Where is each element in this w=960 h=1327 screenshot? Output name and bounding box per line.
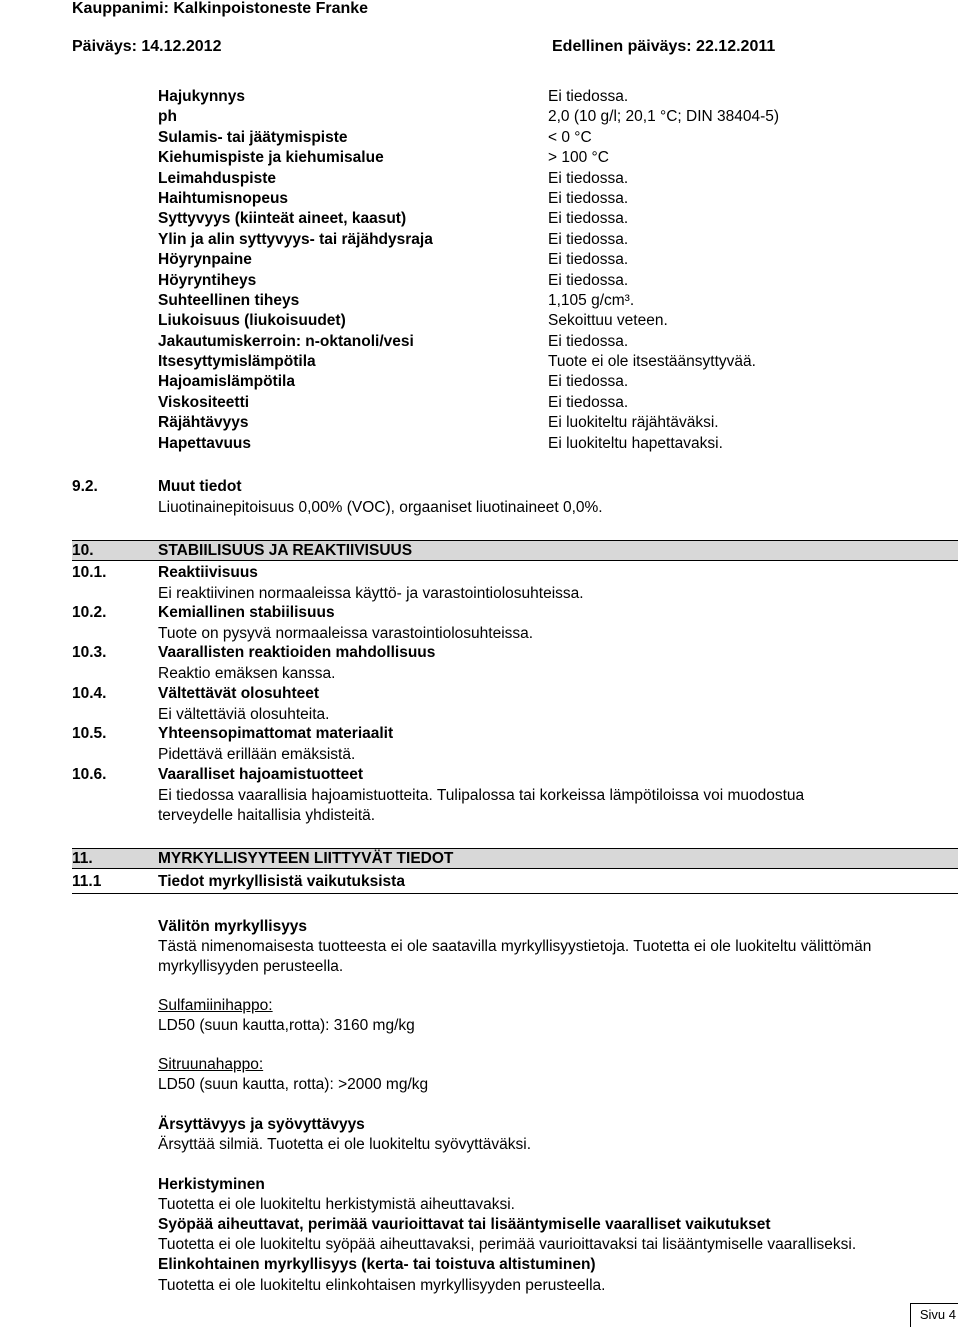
- subsection-number: 10.4.: [72, 685, 107, 702]
- property-row: [158, 87, 948, 107]
- subsection-text: Pidettävä erillään emäksistä.: [158, 746, 356, 763]
- property-value: Sekoittuu veteen.: [548, 312, 668, 330]
- date: Päiväys: 14.12.2012: [72, 38, 222, 55]
- subsection-title: Reaktiivisuus: [158, 564, 258, 581]
- property-row: [158, 107, 948, 127]
- subsection-title: Vaaralliset hajoamistuotteet: [158, 766, 364, 783]
- subsection-number: 10.3.: [72, 644, 107, 661]
- irritation-text: Ärsyttää silmiä. Tuotetta ei ole luokiteltu syövyttäväksi.: [158, 1136, 532, 1153]
- subsection-text: Ei vältettäviä olosuhteita.: [158, 706, 330, 723]
- property-value: Ei tiedossa.: [548, 88, 629, 105]
- property-value: > 100 °C: [548, 149, 609, 167]
- cmr-text: Tuotetta ei ole luokiteltu syöpää aiheuttavaksi, perimää vaurioittavaksi tai lisääntymiselle vaaralliseksi.: [158, 1236, 857, 1253]
- section-10-title: STABIILISUUS JA REAKTIIVISUUS: [158, 542, 413, 559]
- section-divider: [72, 893, 958, 894]
- property-label: Räjähtävyys: [158, 414, 249, 432]
- property-value: Ei luokiteltu räjähtäväksi.: [548, 414, 719, 432]
- property-label: Höyryntiheys: [158, 271, 257, 289]
- property-label: Jakautumiskerroin: n-oktanoli/vesi: [158, 332, 414, 350]
- property-label: Sulamis- tai jäätymispiste: [158, 128, 348, 146]
- subsection-title: Yhteensopimattomat materiaalit: [158, 725, 394, 742]
- property-row: [158, 209, 948, 229]
- property-row: [158, 434, 948, 454]
- property-value: Ei tiedossa.: [548, 271, 629, 289]
- property-label: Syttyvyys (kiinteät aineet, kaasut): [158, 210, 407, 228]
- section-11-header: [72, 848, 958, 869]
- subsection-text: Tuote on pysyvä normaaleissa varastointiolosuhteissa.: [158, 625, 534, 642]
- trade-name: Kauppanimi: Kalkinpoistoneste Franke: [72, 0, 369, 17]
- property-label: Liukoisuus (liukoisuudet): [158, 312, 346, 330]
- property-row: [158, 413, 948, 433]
- acute-toxicity-text: myrkyllisyyden perusteella.: [158, 958, 344, 975]
- property-label: Haihtumisnopeus: [158, 189, 289, 207]
- property-value: Ei tiedossa.: [548, 210, 629, 228]
- property-label: Viskositeetti: [158, 393, 250, 411]
- section-10-number: 10.: [72, 542, 94, 559]
- section-11-1-number: 11.1: [72, 873, 102, 890]
- property-value: 2,0 (10 g/l; 20,1 °C; DIN 38404-5): [548, 108, 780, 126]
- citric-acid-value: LD50 (suun kautta, rotta): >2000 mg/kg: [158, 1076, 429, 1093]
- section-11-number: 11.: [72, 850, 93, 867]
- section-9-2-text: Liuotinainepitoisuus 0,00% (VOC), orgaaniset liuotinaineet 0,0%.: [158, 499, 603, 516]
- property-row: [158, 311, 948, 331]
- section-11-1-title: Tiedot myrkyllisistä vaikutuksista: [158, 873, 405, 890]
- sensitisation-title: Herkistyminen: [158, 1176, 265, 1193]
- acute-toxicity-text: Tästä nimenomaisesta tuotteesta ei ole saatavilla myrkyllisyystietoja. Tuotetta ei ole luokiteltu välittömän: [158, 938, 872, 955]
- property-value: Tuote ei ole itsestäänsyttyvää.: [548, 353, 756, 371]
- property-row: [158, 169, 948, 189]
- property-label: Hajukynnys: [158, 88, 246, 105]
- property-label: Hajoamislämpötila: [158, 373, 295, 391]
- acute-toxicity-title: Välitön myrkyllisyys: [158, 918, 308, 935]
- subsection-text: Ei reaktiivinen normaaleissa käyttö- ja varastointiolosuhteissa.: [158, 585, 584, 602]
- section-11-title: MYRKYLLISYYTEEN LIITTYVÄT TIEDOT: [158, 850, 454, 867]
- property-row: [158, 332, 948, 352]
- subsection-number: 10.2.: [72, 604, 107, 621]
- property-row: [158, 189, 948, 209]
- property-label: Itsesyttymislämpötila: [158, 353, 316, 371]
- property-row: [158, 271, 948, 291]
- property-value: < 0 °C: [548, 128, 592, 146]
- property-value: Ei luokiteltu hapettavaksi.: [548, 434, 723, 452]
- property-row: [158, 393, 948, 413]
- property-value: Ei tiedossa.: [548, 189, 629, 207]
- property-row: [158, 352, 948, 372]
- property-row: [158, 148, 948, 168]
- property-value: Ei tiedossa.: [548, 393, 629, 411]
- page-number: Sivu 4: [910, 1303, 958, 1327]
- property-row: [158, 230, 948, 250]
- irritation-title: Ärsyttävyys ja syövyttävyys: [158, 1116, 365, 1133]
- property-row: [158, 372, 948, 392]
- property-label: Kiehumispiste ja kiehumisalue: [158, 149, 384, 167]
- property-label: ph: [158, 108, 177, 126]
- property-value: Ei tiedossa.: [548, 230, 629, 248]
- property-value: 1,105 g/cm³.: [548, 291, 635, 309]
- property-label: Höyrynpaine: [158, 251, 252, 269]
- cmr-title: Syöpää aiheuttavat, perimää vaurioittavat tai lisääntymiselle vaaralliset vaikutukset: [158, 1216, 771, 1233]
- subsection-text: terveydelle haitallisia yhdisteitä.: [158, 807, 376, 824]
- sensitisation-text: Tuotetta ei ole luokiteltu herkistymistä aiheuttavaksi.: [158, 1196, 515, 1213]
- sulfamic-acid-value: LD50 (suun kautta,rotta): 3160 mg/kg: [158, 1017, 415, 1034]
- stot-title: Elinkohtainen myrkyllisyys (kerta- tai toistuva altistuminen): [158, 1256, 596, 1273]
- subsection-number: 10.6.: [72, 766, 107, 783]
- property-value: Ei tiedossa.: [548, 373, 629, 391]
- property-value: Ei tiedossa.: [548, 332, 629, 350]
- properties-table: [158, 87, 948, 454]
- property-value: Ei tiedossa.: [548, 169, 629, 187]
- property-row: [158, 128, 948, 148]
- property-row: [158, 250, 948, 270]
- section-9-2-number: 9.2.: [72, 478, 98, 495]
- property-label: Ylin ja alin syttyvyys- tai räjähdysraja: [158, 230, 433, 248]
- property-label: Suhteellinen tiheys: [158, 291, 300, 309]
- property-row: [158, 291, 948, 311]
- property-label: Leimahduspiste: [158, 169, 276, 187]
- citric-acid-label: Sitruunahappo:: [158, 1056, 264, 1073]
- subsection-title: Kemiallinen stabiilisuus: [158, 604, 335, 621]
- section-9-2-title: Muut tiedot: [158, 478, 242, 495]
- property-value: Ei tiedossa.: [548, 251, 629, 269]
- sulfamic-acid-label: Sulfamiinihappo:: [158, 997, 273, 1014]
- subsection-number: 10.5.: [72, 725, 107, 742]
- section-10-header: [72, 540, 958, 561]
- property-label: Hapettavuus: [158, 434, 252, 452]
- subsection-title: Vaarallisten reaktioiden mahdollisuus: [158, 644, 436, 661]
- subsection-number: 10.1.: [72, 564, 107, 581]
- stot-text: Tuotetta ei ole luokiteltu elinkohtaisen myrkyllisyyden perusteella.: [158, 1277, 606, 1294]
- subsection-text: Ei tiedossa vaarallisia hajoamistuotteita. Tulipalossa tai korkeissa lämpötiloissa voi muodostua: [158, 787, 805, 804]
- previous-date: Edellinen päiväys: 22.12.2011: [552, 38, 776, 55]
- subsection-text: Reaktio emäksen kanssa.: [158, 665, 336, 682]
- subsection-title: Vältettävät olosuhteet: [158, 685, 320, 702]
